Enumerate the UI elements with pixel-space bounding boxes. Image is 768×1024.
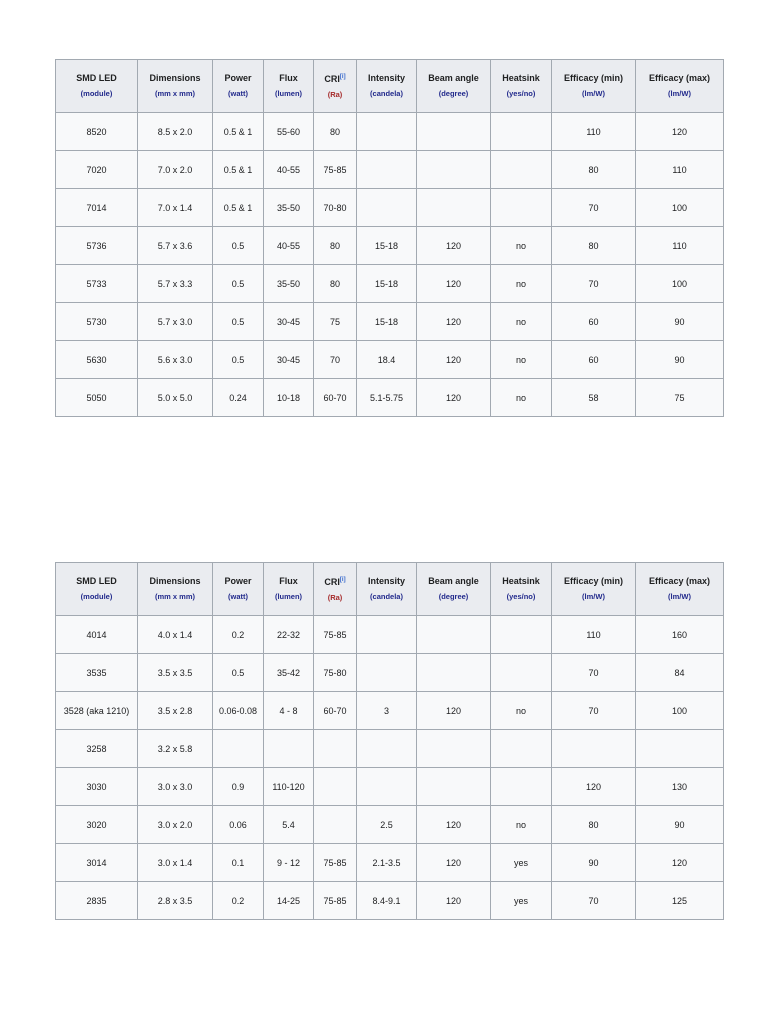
column-header	[552, 563, 636, 616]
column-header	[314, 60, 357, 113]
table-cell	[417, 730, 491, 768]
column-header-label: Dimensions	[149, 73, 201, 83]
header-row	[56, 60, 724, 113]
table-cell: 5.6 x 3.0	[138, 341, 213, 379]
table-cell: 90	[636, 806, 724, 844]
table-cell	[314, 730, 357, 768]
table-cell: 7014	[56, 189, 138, 227]
column-header-label: Heatsink	[502, 73, 540, 83]
table-row	[56, 265, 724, 303]
table-cell: 5733	[56, 265, 138, 303]
table-cell	[357, 768, 417, 806]
table-cell: no	[491, 265, 552, 303]
table-cell: 2835	[56, 882, 138, 920]
column-header-label: Dimensions	[149, 576, 201, 586]
table-cell: 10-18	[264, 379, 314, 417]
column-header	[491, 563, 552, 616]
table-cell: 5730	[56, 303, 138, 341]
table-cell: no	[491, 806, 552, 844]
table-cell: 5.7 x 3.3	[138, 265, 213, 303]
column-header-label: Heatsink	[502, 576, 540, 586]
column-unit: (module)	[80, 592, 113, 601]
column-header-label: Efficacy (min)	[563, 73, 623, 83]
table-cell: 60	[552, 303, 636, 341]
column-unit: (lm/W)	[668, 89, 691, 98]
table-cell: 80	[552, 151, 636, 189]
table-cell	[491, 730, 552, 768]
table-cell	[213, 730, 264, 768]
table-cell: 80	[314, 227, 357, 265]
table-header	[56, 563, 724, 616]
table-cell	[491, 189, 552, 227]
column-header	[138, 563, 213, 616]
table-cell: no	[491, 692, 552, 730]
column-header	[264, 60, 314, 113]
table-cell: yes	[491, 882, 552, 920]
column-header-label: Efficacy (max)	[648, 73, 711, 83]
table-cell: 110	[552, 113, 636, 151]
table-cell: 60-70	[314, 692, 357, 730]
footnote-link[interactable]: [i]	[339, 577, 346, 583]
table-cell	[417, 189, 491, 227]
table-cell: 3.5 x 2.8	[138, 692, 213, 730]
table-cell: 100	[636, 265, 724, 303]
table-cell: 8520	[56, 113, 138, 151]
table-cell: 3.0 x 3.0	[138, 768, 213, 806]
table-cell	[417, 151, 491, 189]
table-cell: 75-85	[314, 882, 357, 920]
table-cell: 9 - 12	[264, 844, 314, 882]
table-cell: 75	[314, 303, 357, 341]
table-cell: 120	[636, 113, 724, 151]
table-cell: 90	[636, 303, 724, 341]
column-unit: (mm x mm)	[154, 89, 195, 98]
table-cell: 0.2	[213, 882, 264, 920]
table-cell: 110	[636, 227, 724, 265]
table-cell: 15-18	[357, 303, 417, 341]
column-header-label: Power	[224, 576, 252, 586]
table-row	[56, 151, 724, 189]
table-cell: 120	[636, 844, 724, 882]
table-cell: 7.0 x 2.0	[138, 151, 213, 189]
table-cell: 30-45	[264, 341, 314, 379]
table-cell: no	[491, 341, 552, 379]
table-cell: 75-85	[314, 151, 357, 189]
table-row	[56, 882, 724, 920]
table-cell: 7.0 x 1.4	[138, 189, 213, 227]
table-cell: yes	[491, 844, 552, 882]
table-cell: 70	[314, 341, 357, 379]
table-cell: 120	[417, 227, 491, 265]
table-cell: 5.0 x 5.0	[138, 379, 213, 417]
table-cell: 120	[417, 844, 491, 882]
table-cell: 0.5	[213, 227, 264, 265]
table-cell: 15-18	[357, 265, 417, 303]
column-header	[314, 563, 357, 616]
column-header	[417, 60, 491, 113]
table-cell: 3.2 x 5.8	[138, 730, 213, 768]
table-cell: 4 - 8	[264, 692, 314, 730]
table-row	[56, 692, 724, 730]
table-cell: 70	[552, 265, 636, 303]
table-cell: 0.24	[213, 379, 264, 417]
table-row	[56, 341, 724, 379]
table-cell: 70	[552, 654, 636, 692]
table-cell: 3014	[56, 844, 138, 882]
table-cell: 0.06	[213, 806, 264, 844]
column-unit: (lm/W)	[582, 592, 605, 601]
column-header-label: Flux	[279, 576, 298, 586]
table-cell: 5.4	[264, 806, 314, 844]
smd-led-table-2	[55, 562, 724, 920]
table-cell	[314, 806, 357, 844]
table-cell: 3.0 x 1.4	[138, 844, 213, 882]
table-cell	[491, 616, 552, 654]
table-cell	[552, 730, 636, 768]
table-cell: 125	[636, 882, 724, 920]
table-cell: 15-18	[357, 227, 417, 265]
table-cell	[357, 189, 417, 227]
table-cell: 7020	[56, 151, 138, 189]
column-header	[264, 563, 314, 616]
table-cell: no	[491, 303, 552, 341]
table-body	[56, 616, 724, 920]
table-row	[56, 654, 724, 692]
table-cell: 90	[552, 844, 636, 882]
table-row	[56, 616, 724, 654]
table-cell: 110-120	[264, 768, 314, 806]
table-cell: 80	[552, 806, 636, 844]
table-cell: 70-80	[314, 189, 357, 227]
column-unit: (degree)	[438, 592, 469, 601]
column-unit: (lumen)	[274, 592, 303, 601]
table-cell	[357, 151, 417, 189]
table-cell: 3030	[56, 768, 138, 806]
column-header-label: SMD LED	[76, 73, 117, 83]
table-cell: 22-32	[264, 616, 314, 654]
table-cell: 35-50	[264, 265, 314, 303]
table-cell: 4.0 x 1.4	[138, 616, 213, 654]
column-unit: (lm/W)	[668, 592, 691, 601]
column-unit: (watt)	[228, 89, 248, 98]
column-header-label: Beam angle	[428, 73, 479, 83]
column-header	[417, 563, 491, 616]
table-cell	[491, 113, 552, 151]
table-cell: 3	[357, 692, 417, 730]
column-header	[357, 563, 417, 616]
table-row	[56, 189, 724, 227]
table-cell: 80	[314, 113, 357, 151]
table-cell: 75	[636, 379, 724, 417]
table-cell: 0.5	[213, 303, 264, 341]
table-cell: 60-70	[314, 379, 357, 417]
table-cell: 75-80	[314, 654, 357, 692]
smd-led-table-1	[55, 59, 724, 417]
table-cell: 3528 (aka 1210)	[56, 692, 138, 730]
table-cell	[357, 654, 417, 692]
table-cell: 8.4-9.1	[357, 882, 417, 920]
table-row	[56, 844, 724, 882]
table-cell: 8.5 x 2.0	[138, 113, 213, 151]
table-row	[56, 379, 724, 417]
column-header	[213, 563, 264, 616]
table-cell: 130	[636, 768, 724, 806]
table-cell: 100	[636, 189, 724, 227]
column-header	[357, 60, 417, 113]
table-cell: 0.2	[213, 616, 264, 654]
table-cell: 5050	[56, 379, 138, 417]
table-cell: 120	[417, 379, 491, 417]
table-cell	[357, 113, 417, 151]
column-unit: (yes/no)	[506, 89, 536, 98]
table-cell: no	[491, 227, 552, 265]
table-cell: 3020	[56, 806, 138, 844]
table-header	[56, 60, 724, 113]
column-header	[213, 60, 264, 113]
table-cell: 70	[552, 189, 636, 227]
column-unit: (module)	[80, 89, 113, 98]
column-header-label: Flux	[279, 73, 298, 83]
table-row	[56, 227, 724, 265]
table-cell: 110	[552, 616, 636, 654]
table-cell: 5736	[56, 227, 138, 265]
column-header-label: Beam angle	[428, 576, 479, 586]
table-cell: 70	[552, 692, 636, 730]
column-unit: (Ra)	[327, 593, 343, 602]
column-unit: (watt)	[228, 592, 248, 601]
table-cell	[357, 730, 417, 768]
column-unit: (lm/W)	[582, 89, 605, 98]
table-cell: 120	[417, 341, 491, 379]
column-header-label: SMD LED	[76, 576, 117, 586]
table-cell: 40-55	[264, 227, 314, 265]
table-cell: 35-42	[264, 654, 314, 692]
table-cell: 58	[552, 379, 636, 417]
table-cell: 5.1-5.75	[357, 379, 417, 417]
table-cell: 3535	[56, 654, 138, 692]
table-cell: 2.8 x 3.5	[138, 882, 213, 920]
table-cell: 5.7 x 3.6	[138, 227, 213, 265]
table-cell: 0.5	[213, 341, 264, 379]
column-header-label: Efficacy (min)	[563, 576, 623, 586]
table-cell: 60	[552, 341, 636, 379]
table-cell: 110	[636, 151, 724, 189]
table-cell: 5630	[56, 341, 138, 379]
table-cell	[314, 768, 357, 806]
table-cell: 14-25	[264, 882, 314, 920]
table-row	[56, 768, 724, 806]
table-row	[56, 303, 724, 341]
table-cell: 75-85	[314, 616, 357, 654]
table-row	[56, 113, 724, 151]
table-cell: 120	[417, 806, 491, 844]
table-cell: 3258	[56, 730, 138, 768]
column-header-label: Efficacy (max)	[648, 576, 711, 586]
column-unit: (degree)	[438, 89, 469, 98]
table-cell: 120	[417, 692, 491, 730]
table-cell: 35-50	[264, 189, 314, 227]
table-cell	[417, 654, 491, 692]
column-unit: (yes/no)	[506, 592, 536, 601]
table-cell: 0.5	[213, 265, 264, 303]
table-cell	[417, 616, 491, 654]
table-cell: 160	[636, 616, 724, 654]
table-cell: 100	[636, 692, 724, 730]
column-header-label: CRI	[324, 577, 340, 587]
table-cell: no	[491, 379, 552, 417]
table-cell: 0.5 & 1	[213, 189, 264, 227]
column-header	[56, 563, 138, 616]
column-header-label: CRI	[324, 74, 340, 84]
column-unit: (lumen)	[274, 89, 303, 98]
header-row	[56, 563, 724, 616]
table-cell: 2.5	[357, 806, 417, 844]
table-cell: 75-85	[314, 844, 357, 882]
table-cell: 120	[552, 768, 636, 806]
table-cell	[491, 768, 552, 806]
table-cell	[417, 768, 491, 806]
table-cell: 3.5 x 3.5	[138, 654, 213, 692]
column-header-label: Intensity	[367, 73, 405, 83]
table-cell: 5.7 x 3.0	[138, 303, 213, 341]
table-body	[56, 113, 724, 417]
table-cell: 0.5	[213, 654, 264, 692]
table-cell: 4014	[56, 616, 138, 654]
column-unit: (candela)	[370, 592, 403, 601]
table-cell: 55-60	[264, 113, 314, 151]
table-cell	[357, 616, 417, 654]
table-cell: 30-45	[264, 303, 314, 341]
table-cell	[491, 654, 552, 692]
table-cell	[491, 151, 552, 189]
table-cell: 120	[417, 265, 491, 303]
column-unit: (mm x mm)	[154, 592, 195, 601]
table-cell: 120	[417, 882, 491, 920]
table-cell: 120	[417, 303, 491, 341]
table-cell: 90	[636, 341, 724, 379]
table-cell: 0.5 & 1	[213, 113, 264, 151]
column-header	[552, 60, 636, 113]
table-cell: 84	[636, 654, 724, 692]
column-header-label: Power	[224, 73, 252, 83]
column-header	[56, 60, 138, 113]
table-cell: 0.5 & 1	[213, 151, 264, 189]
table-cell	[264, 730, 314, 768]
table-cell: 18.4	[357, 341, 417, 379]
table-cell: 0.06-0.08	[213, 692, 264, 730]
table-cell	[636, 730, 724, 768]
table-cell: 2.1-3.5	[357, 844, 417, 882]
table-cell: 80	[314, 265, 357, 303]
table-cell: 80	[552, 227, 636, 265]
table-cell: 0.9	[213, 768, 264, 806]
column-header	[636, 563, 724, 616]
column-header	[138, 60, 213, 113]
column-header-label: Intensity	[367, 576, 405, 586]
column-header	[491, 60, 552, 113]
column-unit: (Ra)	[327, 90, 343, 99]
table-row	[56, 806, 724, 844]
table-cell: 0.1	[213, 844, 264, 882]
table-cell: 3.0 x 2.0	[138, 806, 213, 844]
table-cell: 70	[552, 882, 636, 920]
table-cell	[417, 113, 491, 151]
table-row	[56, 730, 724, 768]
footnote-link[interactable]: [i]	[339, 74, 346, 80]
table-cell: 40-55	[264, 151, 314, 189]
column-unit: (candela)	[370, 89, 403, 98]
column-header	[636, 60, 724, 113]
